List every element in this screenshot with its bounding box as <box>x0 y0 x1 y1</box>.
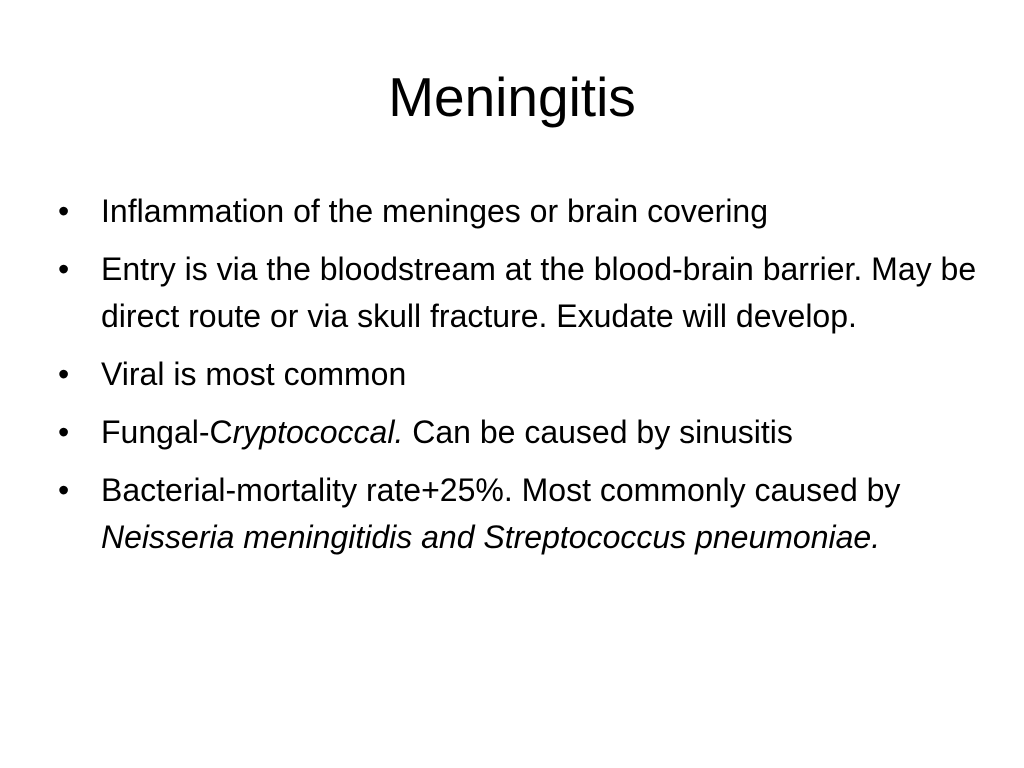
bullet-marker: • <box>58 251 70 287</box>
bullet-text: Entry is via the bloodstream at the blood-brain barrier. May be direct route or via skull fracture. Exudate will develop. <box>101 251 977 334</box>
bullet-text-italic: ryptococcal. <box>232 414 404 450</box>
bullet-item <box>56 188 986 235</box>
bullet-item <box>56 246 986 340</box>
bullet-marker: • <box>58 414 70 450</box>
bullet-text-prefix: Bacterial-mortality rate+25%. Most commonly caused by <box>101 472 901 508</box>
bullet-item <box>56 409 986 456</box>
bullet-marker: • <box>58 193 70 229</box>
bullet-marker: • <box>58 356 70 392</box>
slide-title: Meningitis <box>388 66 636 128</box>
bullet-marker: • <box>58 472 70 508</box>
bullet-text: Viral is most common <box>101 356 407 392</box>
bullet-item <box>56 351 986 398</box>
bullet-list <box>56 188 986 572</box>
bullet-item <box>56 467 986 561</box>
bullet-text-prefix: Fungal-C <box>101 414 233 450</box>
bullet-text-suffix: Can be caused by sinusitis <box>403 414 793 450</box>
bullet-text: Inflammation of the meninges or brain covering <box>101 193 769 229</box>
bullet-text-italic: Neisseria meningitidis and Streptococcus pneumoniae. <box>101 519 881 555</box>
